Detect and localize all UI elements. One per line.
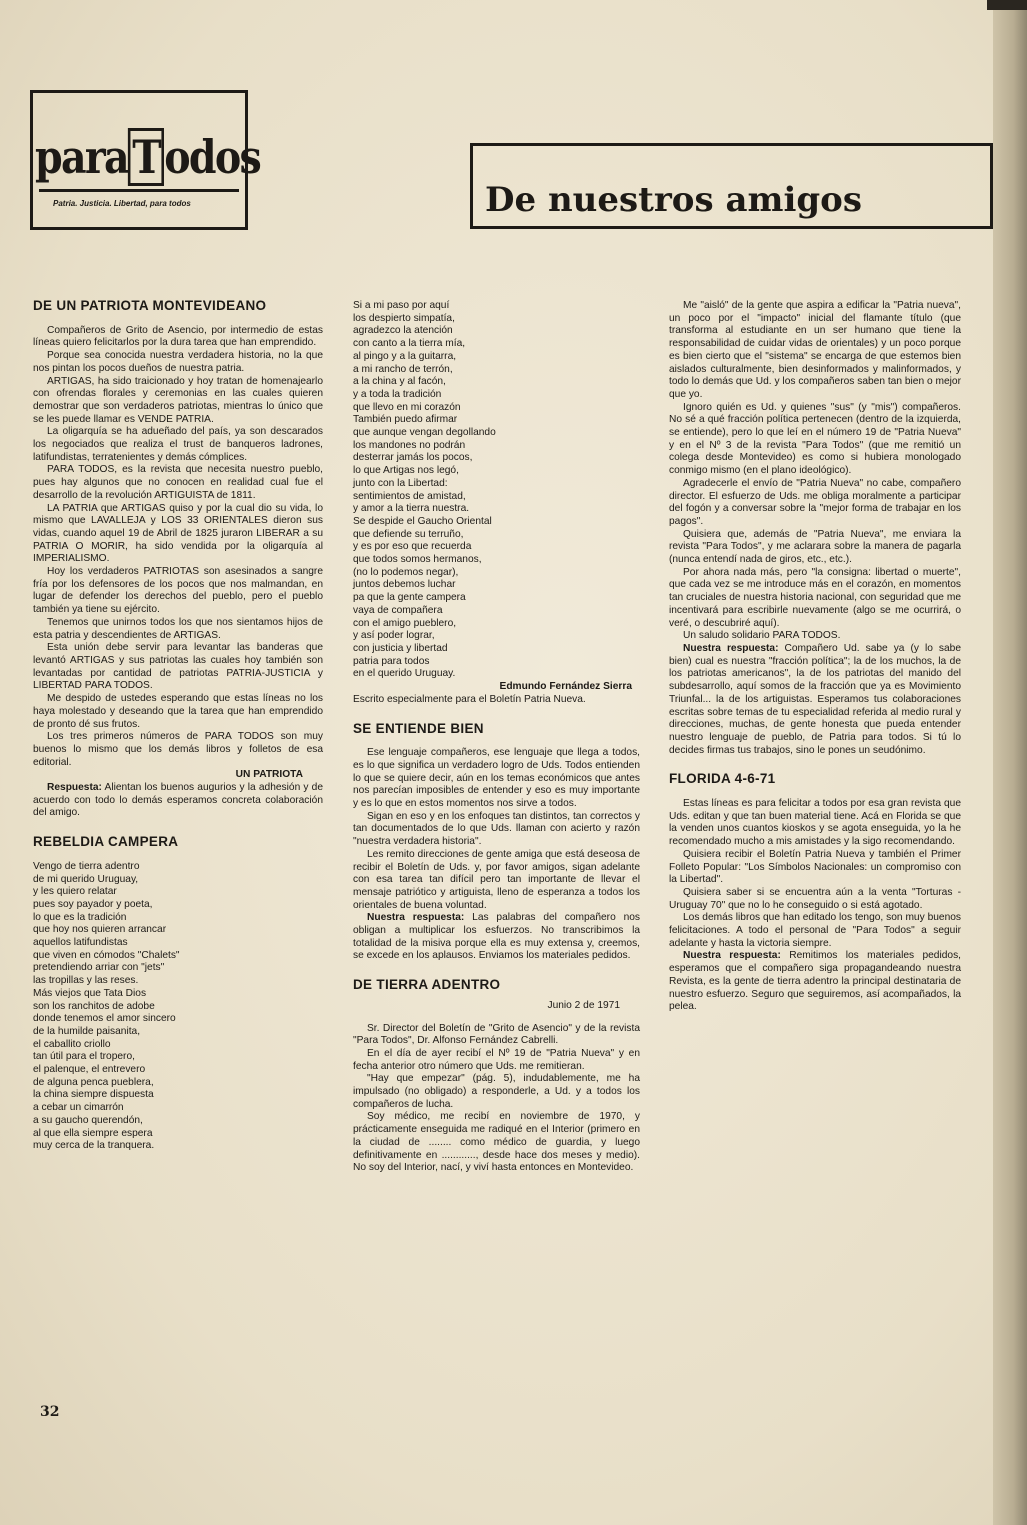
letter-date: Junio 2 de 1971 bbox=[547, 999, 620, 1011]
signature-poet: Edmundo Fernández Sierra bbox=[499, 681, 632, 693]
paragraph: Sigan en eso y en los enfoques tan distintos, tan correctos y tan documentados de lo que Uds. llaman con acierto y razón "nuestra verdadera historia". bbox=[353, 810, 640, 848]
heading-florida: FLORIDA 4-6-71 bbox=[669, 771, 776, 787]
heading-tierra: DE TIERRA ADENTRO bbox=[353, 977, 501, 993]
signature-patriota: UN PATRIOTA bbox=[235, 769, 303, 781]
paragraph: Les remito direcciones de gente amiga que está deseosa de recibir el Boletín de Uds. y, por favor amigos, sigan adelante con esa tarea tan difícil pero tan importante de llevar el mensaje patriótico y artiguista, lleno de esperanza a todos los orientales de buena voluntad. bbox=[353, 848, 640, 911]
paragraph: En el día de ayer recibí el Nº 19 de "Patria Nueva" y en fecha anterior otro número que Uds. me remitieran. bbox=[353, 1047, 640, 1072]
paragraph: Los demás libros que han editado los tengo, son muy buenos felicitaciones. A todo el personal de "Para Todos" a seguir adelante y hasta la victoria siempre. bbox=[669, 912, 961, 949]
response-label: Nuestra respuesta: bbox=[683, 950, 781, 962]
response-label: Nuestra respuesta: bbox=[683, 642, 779, 654]
page-number: 32 bbox=[40, 1404, 60, 1420]
column-2 bbox=[353, 300, 640, 1175]
section-title: De nuestros amigos bbox=[485, 180, 862, 220]
paragraph: Hoy los verdaderos PATRIOTAS son asesinados a sangre fría por los defensores de los pocos que nos malmandan, en lugar de defender los derechos del pueblo, pero el pueblo también ya tiene su ejército. bbox=[33, 566, 323, 616]
response-paragraph bbox=[669, 950, 961, 1014]
paragraph: Porque sea conocida nuestra verdadera historia, no la que nos pintan los pocos dueños de nuestra patria. bbox=[33, 350, 323, 374]
heading-rebeldia: REBELDIA CAMPERA bbox=[33, 834, 179, 850]
response-text: Alientan los buenos augurios y la adhesión y de acuerdo con todo lo demás esperamos concreta colaboración del amigo. bbox=[33, 782, 323, 819]
masthead-logo: paraTodos bbox=[35, 130, 261, 184]
paragraph: PARA TODOS, es la revista que necesita nuestro pueblo, pues hay algunos que no conocen en realidad cual fue el desarrollo de la revolución ARTIGUISTA de 1811. bbox=[33, 464, 323, 501]
paragraph: Sr. Director del Boletín de "Grito de Asencio" y de la revista "Para Todos", Dr. Alfonso Fernández Cabrelli. bbox=[353, 1022, 640, 1047]
paragraph: Quisiera que, además de "Patria Nueva", me enviara la revista "Para Todos", y me aclarara sobre la manera de pagarla (nunca entendí nada de giros, etc., etc.). bbox=[669, 528, 961, 566]
paragraph: Me "aisló" de la gente que aspira a edificar la "Patria nueva", un poco por el "impacto" inicial del flamante título (que transforma al estudiante en un ser humano que tiene la responsabilidad de cuidar vidas de orientales) y un poco porque es bien cierto que el "sistema" se encarga de que estemos bien aislados culturalmente, bien desinformados y malinformados, y todo lo demás que Ud. y los compañeros saben tan bien o mejor que yo. bbox=[669, 300, 961, 400]
paragraph: "Hay que empezar" (pág. 5), indudablemente, me ha impulsado (no obligado) a responderle, a Ud. y a todos los compañeros de lucha. bbox=[353, 1073, 640, 1110]
binding-top bbox=[987, 0, 1027, 10]
masthead bbox=[30, 90, 261, 230]
response-paragraph bbox=[33, 782, 323, 820]
binding-spine bbox=[993, 0, 1027, 1525]
paragraph: Compañeros de Grito de Asencio, por intermedio de estas líneas quiero felicitarlos por la dura tarea que han emprendido. bbox=[33, 324, 323, 349]
paragraph: Tenemos que unirnos todos los que nos sientamos hijos de esta patria y descendientes de ARTIGAS. bbox=[33, 616, 323, 641]
paragraph: Soy médico, me recibí en noviembre de 1970, y prácticamente enseguida me radiqué en el Interior (primero en la ciudad de ........ como médico de guardia, y luego definitivamente en ............, desde hace dos meses y medio). No soy del Interior, nací, y viví hasta entonces en Montevideo. bbox=[353, 1111, 640, 1174]
masthead-rule bbox=[39, 189, 239, 192]
response-label: Respuesta: bbox=[47, 782, 102, 794]
response-text: Remitimos los materiales pedidos, esperamos que el compañero siga propagandeando nuestra Revista, es la gente de tierra adentro la principal destinataria de nuestro esfuerzo. Seguro que seguiremos, así acompañados, la pelea. bbox=[669, 950, 961, 1013]
paragraph: Quisiera saber si se encuentra aún a la venta "Torturas - Uruguay 70" que no lo he conseguido o si está agotado. bbox=[669, 886, 961, 911]
heading-entiende: SE ENTIENDE BIEN bbox=[353, 720, 484, 736]
paragraph: ARTIGAS, ha sido traicionado y hoy tratan de homenajearlo con ofrendas florales y ceremonias en las cuales quieren demostrar que son verdaderos patriotas, mientras lo único que se les puede llamar es VENDE PATRIA. bbox=[33, 375, 323, 425]
paragraph: LA PATRIA que ARTIGAS quiso y por la cual dio su vida, lo mismo que LAVALLEJA y LOS 33 ORIENTALES dieron sus vidas, cuando aquel 19 de Abril de 1825 juraron LIBERAR a su PATRIA O MORIR, ha sido vendida por la oligarquía al IMPERIALISMO. bbox=[33, 502, 323, 565]
response-label: Nuestra respuesta: bbox=[367, 912, 465, 924]
paragraph: Agradecerle el envío de "Patria Nueva" no cabe, compañero director. El esfuerzo de Uds. me obliga moralmente a participar del fogón y a conversar sobre la "mejor forma de trabajar en los pagos". bbox=[669, 477, 961, 527]
paragraph: La oligarquía se ha adueñado del país, ya son descarados los negociados que realiza el trust de banqueros ladrones, latifundistas, terratenientes y demás cómplices. bbox=[33, 426, 323, 463]
section-header-box bbox=[470, 143, 993, 229]
paragraph: Estas líneas es para felicitar a todos por esa gran revista que Uds. editan y que tan buen material tiene. Acá en Florida se que la venden unos cuantos kioskos y se agota enseguida, yo la he recomendado mucho a mis amistades y la sigo recomendando. bbox=[669, 798, 961, 848]
response-text: Las palabras del compañero nos obligan a multiplicar los esfuerzos. No transcribimos la totalidad de la misiva porque ella es muy extensa y, creemos, se excede en los aplausos. Enviamos los materiales pedidos. bbox=[353, 912, 640, 962]
paragraph: Me despido de ustedes esperando que estas líneas no los haya molestado y deseando que la tarea que han emprendido de pronto dé sus frutos. bbox=[33, 693, 323, 730]
heading-patriota: DE UN PATRIOTA MONTEVIDEANO bbox=[33, 298, 267, 313]
paragraph: Ese lenguaje compañeros, ese lenguaje que llega a todos, es lo que significa un verdadero logro de Uds. Todos entienden lo que se quiere decir, aún en los temas económicos que antes nos parecían imposibles de entender y eso es muy importante y es lo que en estos momentos nos sirve a todos. bbox=[353, 747, 640, 810]
column-3 bbox=[669, 300, 961, 1014]
poem-note: Escrito especialmente para el Boletín Patria Nueva. bbox=[353, 693, 586, 705]
masthead-tagline: Patria. Justicia. Libertad, para todos bbox=[53, 199, 191, 208]
response-paragraph bbox=[669, 643, 961, 757]
paragraph: Ignoro quién es Ud. y quienes "sus" (y "mis") compañeros. No sé a qué fracción política pertenecen (dentro de la izquierda, se entiende), pero lo que leí en el número 19 de "Patria Nueva" y en el Nº 3 de la revista "Para Todos" (que me remitió un colega desde Montevideo) es como si hubiera monologado conmigo mismo (en el plano ideológico). bbox=[669, 401, 961, 477]
column-1 bbox=[33, 300, 323, 1153]
response-text: Compañero Ud. sabe ya (y lo sabe bien) cual es nuestra "fracción política"; la de los muchos, la de los patriotas americanos", la de los patriotas del manido del subdesarrollo, aquí somos de la fracción que ya es Movimiento Triunfal... la de los artiguistas. Esperamos tus colaboraciones escritas sobre temas de tu especialidad referida al medio rural y direcciones, muchas, de gente honesta que pueda entender nuestro lenguaje de pueblo, de Patria para todos. Si tú lo decides firmas tus trabajos, sino le pones un seudónimo. bbox=[669, 642, 961, 756]
paragraph: Esta unión debe servir para levantar las banderas que levantó ARTIGAS y sus patriotas las cuales hoy también son levantadas por cantidad de patriotas PATRIA-JUSTICIA y LIBERTAD PARA TODOS. bbox=[33, 642, 323, 692]
paragraph: Por ahora nada más, pero "la consigna: libertad o muerte", que cada vez se me introduce más en el corazón, en momentos tan cruciales de nuestra historia nacional, con seguridad que me incentivará para escribirle nuevamente (algo se me ocurrirá, o veré, o descubriré aquí). bbox=[669, 566, 961, 629]
response-paragraph bbox=[353, 912, 640, 963]
paragraph: Quisiera recibir el Boletín Patria Nueva y también el Primer Folleto Popular: "Los Símbolos Nacionales: un compromiso con la Libertad". bbox=[669, 848, 961, 886]
poem-verse-1: Vengo de tierra adentro de mi querido Uruguay, y les quiero relatar pues soy payador y poeta, lo que es la tradición que hoy nos quieren arrancar aquellos latifundistas que viven en cómodos "Chalets" pretendiendo arriar con "jets" las tropillas y las reses. Más viejos que Tata Dios son los ranchitos de adobe donde tenemos el amor sincero de la humilde paisanita, el caballito criollo tan útil para el tropero, el palenque, el entrevero de alguna penca pueblera, la china siempre dispuesta a cebar un cimarrón a su gaucho querendón, al que ella siempre espera muy cerca de la tranquera. bbox=[33, 860, 180, 1152]
paragraph: Los tres primeros números de PARA TODOS son muy buenos lo mismo que los demás libros y folletos de esa editorial. bbox=[33, 731, 323, 768]
closing-line: Un saludo solidario PARA TODOS. bbox=[683, 630, 841, 642]
poem-verse-2: Si a mi paso por aquí los despierto simpatía, agradezco la atención con canto a la tierra mía, al pingo y a la guitarra, a mi rancho de terrón, a la china y al facón, y a toda la tradición que llevo en mi corazón También puedo afirmar que aunque vengan degollando los mandones no podrán desterrar jamás los pocos, lo que Artigas nos legó, junto con la Libertad: sentimientos de amistad, y amor a la tierra nuestra. Se despide el Gaucho Oriental que defiende su terruño, y es por eso que recuerda que todos somos hermanos, (no lo podemos negar), juntos debemos luchar pa que la gente campera vaya de compañera con el amigo pueblero, y así poder lograr, con justicia y libertad patria para todos en el querido Uruguay. bbox=[353, 300, 496, 680]
